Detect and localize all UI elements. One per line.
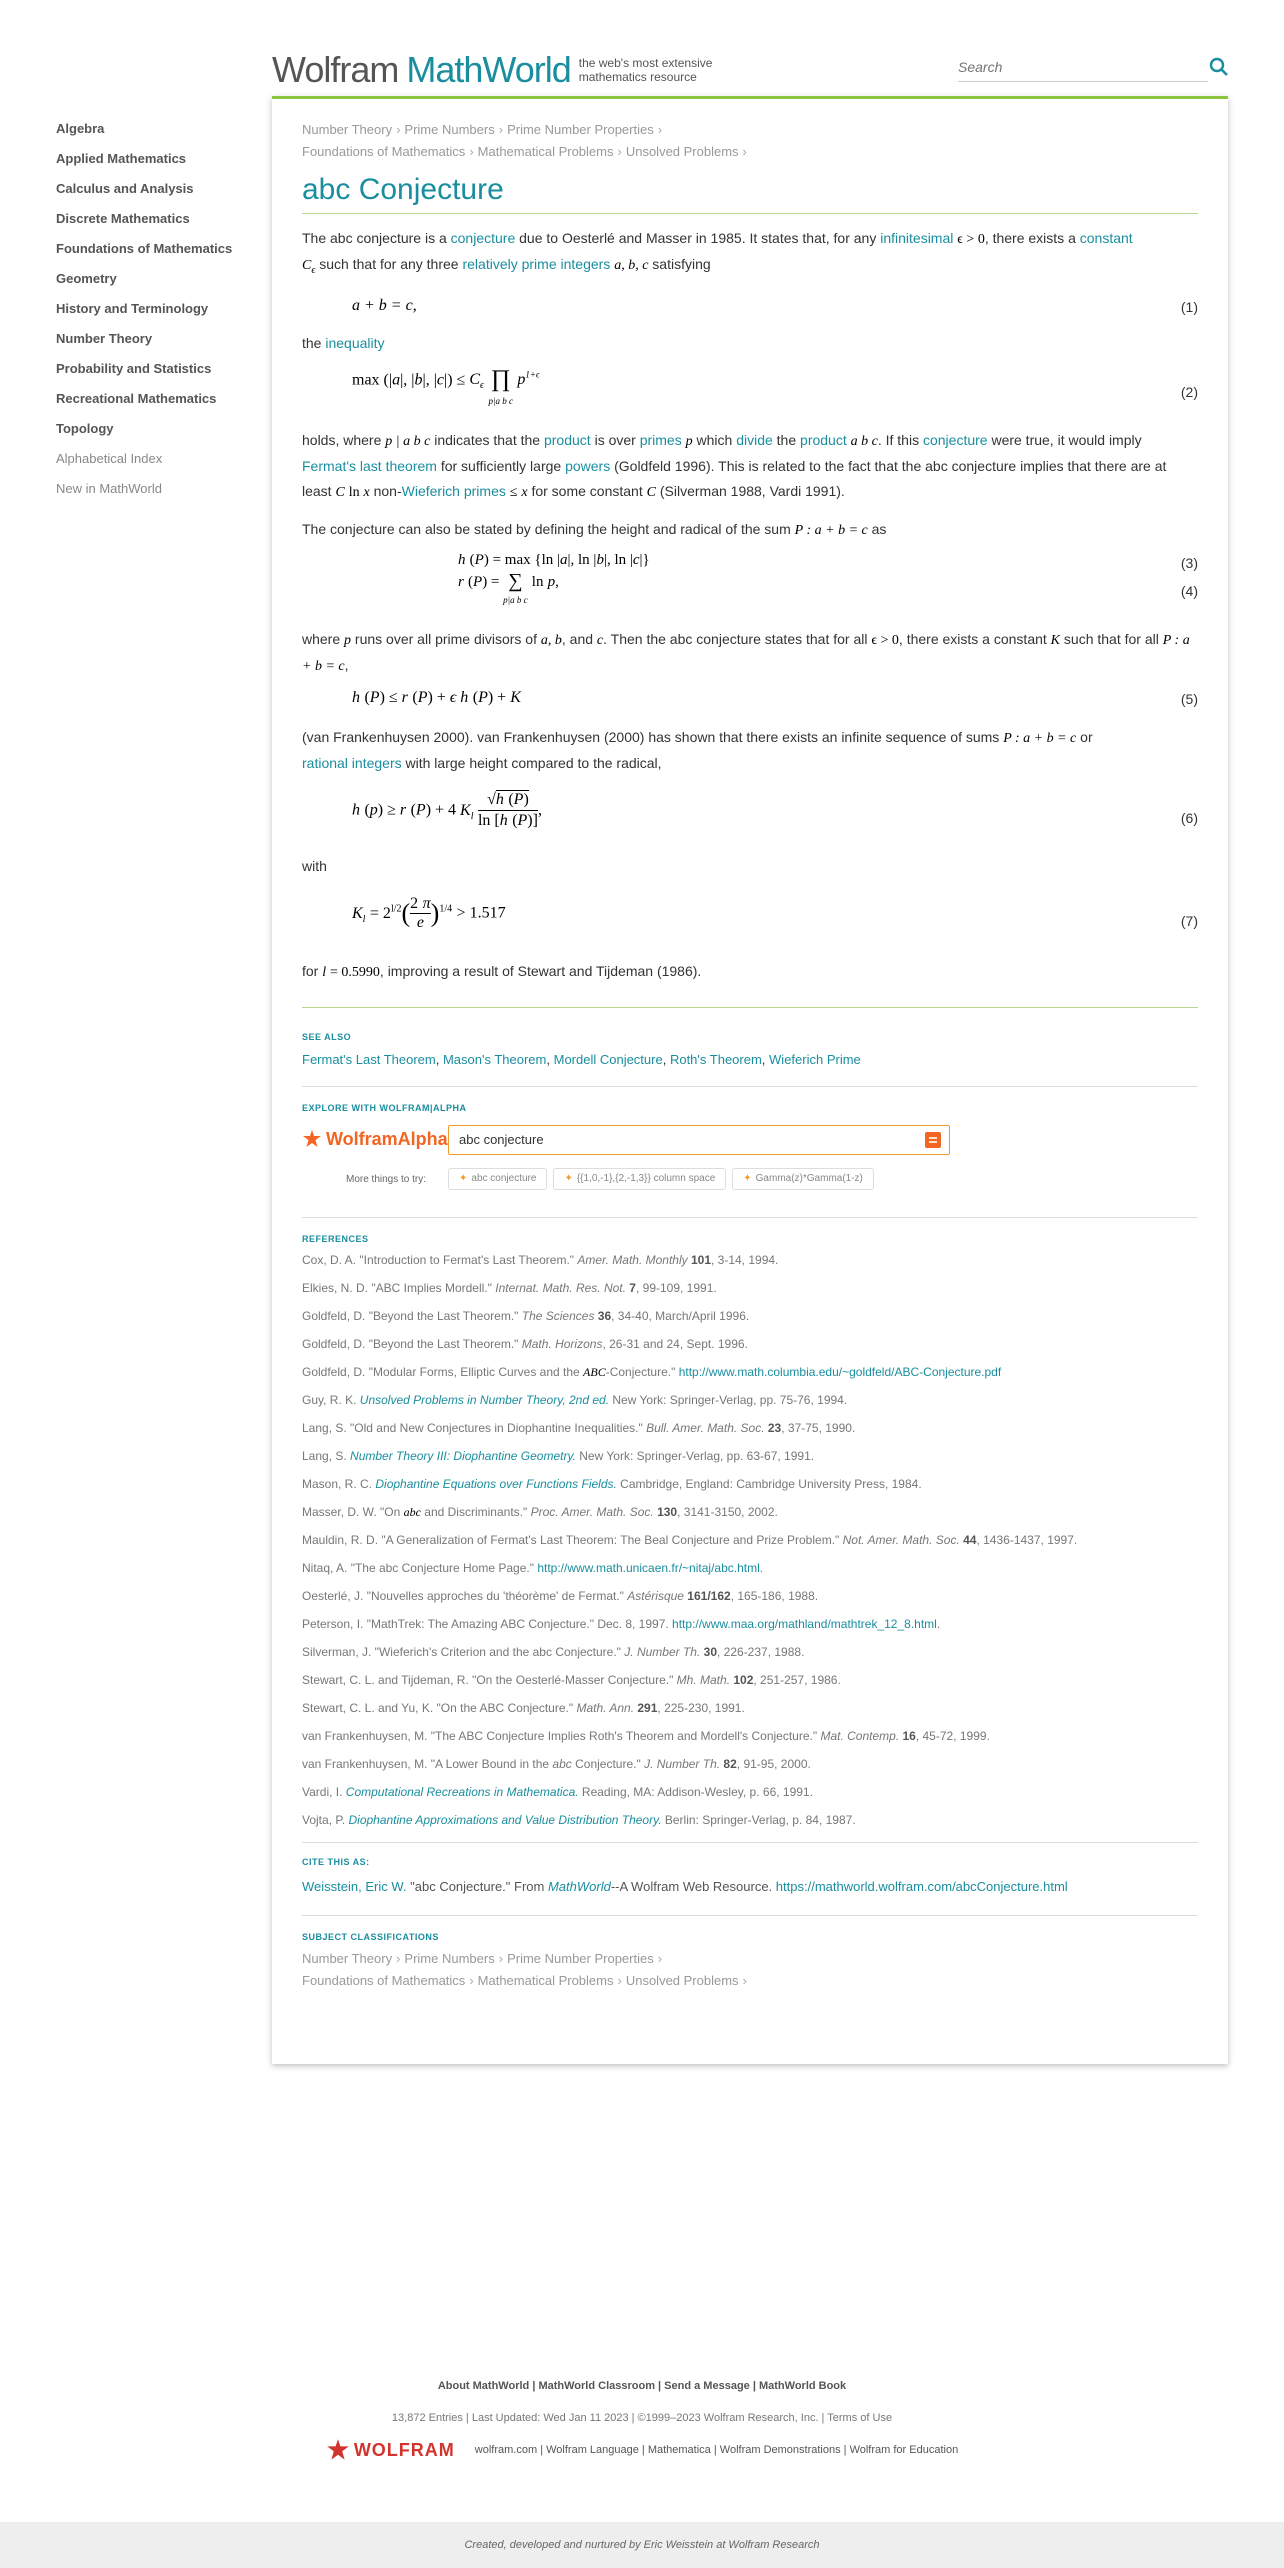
breadcrumb-link[interactable]: Unsolved Problems	[625, 144, 739, 159]
reference-item	[302, 1414, 1198, 1442]
reference-text: , 251-257, 1986.	[753, 1672, 841, 1687]
subject-link[interactable]: Prime Numbers	[404, 1950, 495, 1966]
reference-journal: Not. Amer. Math. Soc.	[842, 1532, 960, 1547]
sidebar-item-foundations[interactable]: Foundations of Mathematics	[56, 241, 233, 256]
reference-journal: Mat. Contemp.	[820, 1728, 900, 1743]
alpha-suggestion-chip[interactable]: ✦ Gamma(z)*Gamma(1-z)	[732, 1168, 874, 1190]
sidebar-item-probability[interactable]: Probability and Statistics	[56, 361, 212, 376]
sidebar-item-algebra[interactable]: Algebra	[56, 121, 105, 136]
site-header	[272, 44, 1228, 96]
reference-text: van Frankenhuysen, M. "The ABC Conjecture Implies Roth's Theorem and Mordell's Conjecture."	[302, 1728, 821, 1743]
reference-volume: 7	[625, 1280, 636, 1295]
reference-text: and Discriminants."	[420, 1504, 531, 1519]
subject-classifications: SUBJECT CLASSIFICATIONS Number Theory › Prime Numbers › Prime Number Properties › Foundations of Mathematics › Mathematical Problems › Unsolved Problems ›	[302, 1932, 1198, 1992]
reference-item	[302, 1246, 1198, 1274]
reference-text: Nitaq, A. "The abc Conjecture Home Page."	[302, 1560, 538, 1575]
section-divider	[302, 1007, 1198, 1008]
paragraph-inequality: the inequality	[302, 334, 385, 351]
reference-item	[302, 1358, 1198, 1386]
reference-text: Oesterlé, J. "Nouvelles approches du 'théorème' de Fermat."	[302, 1588, 628, 1603]
equations-3-4: h (P) = max {ln |a|, ln |b|, ln |c|} (3) r (P) = ∑ p|a b c ln p, (4)	[458, 551, 1198, 605]
reference-text: Goldfeld, D. "Modular Forms, Elliptic Curves and the	[302, 1364, 584, 1379]
reference-url-link[interactable]: http://www.maa.org/mathland/mathtrek_12_8.html	[672, 1616, 937, 1631]
reference-text: Masser, D. W. "On	[302, 1504, 404, 1519]
link-wieferich-primes[interactable]: Wieferich primes	[401, 482, 506, 499]
see-also-link[interactable]: Wieferich Prime	[769, 1051, 861, 1067]
reference-math: ABC	[583, 1364, 606, 1379]
references-section	[302, 1234, 1198, 1834]
reference-volume: 30	[700, 1644, 717, 1659]
breadcrumb-link[interactable]: Number Theory	[302, 122, 393, 137]
paragraph-holds: holds, where p | a b c indicates that the product is over primes p which divide the product a b c. If this conjecture were true, it would imply Fermat's last theorem for sufficiently large powers (Goldfeld 1996). This is related to the fact that the abc conjecture implies that there are at least C ln x non-Wieferich primes ≤ x for some constant C (Silverman 1988, Vardi 1991).	[302, 431, 1167, 500]
see-also-link[interactable]: Mordell Conjecture	[553, 1051, 663, 1067]
equation-6: h (p) ≥ r (P) + 4 $K_l$ $\frac{√h (P)}{\ln [h (P)]}$ , (6)	[352, 790, 1198, 829]
reference-text: Goldfeld, D. "Beyond the Last Theorem."	[302, 1336, 522, 1351]
reference-item	[302, 1554, 1198, 1582]
footer-links[interactable]: About MathWorld | MathWorld Classroom | Send a Message | MathWorld Book	[437, 2380, 847, 2392]
link-constant[interactable]: constant	[1079, 230, 1133, 246]
reference-volume: 102	[730, 1672, 754, 1687]
cite-label: CITE THIS AS:	[302, 1856, 370, 1867]
reference-item	[302, 1722, 1198, 1750]
reference-item	[302, 1302, 1198, 1330]
reference-book-link[interactable]: Computational Recreations in Mathematica.	[345, 1784, 579, 1799]
reference-item	[302, 1470, 1198, 1498]
link-conjecture[interactable]: conjecture	[450, 230, 516, 246]
link-product-2[interactable]: product	[800, 431, 847, 448]
reference-item	[302, 1806, 1198, 1834]
equals-icon	[925, 1132, 941, 1148]
reference-text: Mauldin, R. D. "A Generalization of Fermat's Last Theorem: The Beal Conjecture and Prize Problem."	[302, 1532, 843, 1547]
sidebar-item-geometry[interactable]: Geometry	[56, 271, 117, 286]
search-input[interactable]	[958, 54, 1178, 80]
breadcrumb-link[interactable]: Prime Number Properties	[507, 122, 654, 137]
link-relatively-prime-integers[interactable]: relatively prime integers	[462, 256, 611, 272]
search-button[interactable]	[1208, 56, 1232, 80]
see-also-label: SEE ALSO	[302, 1031, 352, 1042]
footer-sites[interactable]: wolfram.com | Wolfram Language | Mathematica | Wolfram Demonstrations | Wolfram for Education	[474, 2444, 959, 2456]
link-conjecture-2[interactable]: conjecture	[922, 431, 988, 448]
wolfram-alpha-logo[interactable]	[302, 1129, 448, 1150]
mathworld-logo[interactable]	[272, 48, 719, 92]
reference-item	[302, 1526, 1198, 1554]
reference-item	[302, 1666, 1198, 1694]
reference-item	[302, 1274, 1198, 1302]
sidebar-item-new[interactable]: New in MathWorld	[56, 481, 162, 496]
sidebar-item-discrete[interactable]: Discrete Mathematics	[56, 211, 190, 226]
link-product[interactable]: product	[543, 431, 591, 448]
reference-text: Cambridge, England: Cambridge University Press, 1984.	[616, 1476, 922, 1491]
footer-stats: 13,872 Entries | Last Updated: Wed Jan 11 2023 | ©1999–2023 Wolfram Research, Inc. | Terms of Use	[391, 2412, 893, 2424]
reference-journal: Bull. Amer. Math. Soc.	[646, 1420, 765, 1435]
link-fermats-last-theorem[interactable]: Fermat's last theorem	[302, 457, 437, 474]
reference-volume: 291	[634, 1700, 658, 1715]
reference-url-link[interactable]: http://www.math.unicaen.fr/~nitaj/abc.html	[537, 1560, 760, 1575]
reference-item	[302, 1442, 1198, 1470]
reference-journal: J. Number Th.	[644, 1756, 721, 1771]
reference-volume: 36	[594, 1308, 612, 1323]
reference-volume: 82	[720, 1756, 737, 1771]
reference-journal: Internat. Math. Res. Not.	[495, 1280, 626, 1295]
see-also-link[interactable]: Roth's Theorem	[669, 1051, 762, 1067]
subject-link[interactable]: Unsolved Problems	[625, 1972, 739, 1988]
reference-text: , 165-186, 1988.	[730, 1588, 819, 1603]
reference-text: , 1436-1437, 1997.	[976, 1532, 1078, 1547]
link-inequality[interactable]: inequality	[325, 334, 385, 351]
link-primes[interactable]: primes	[639, 431, 682, 448]
reference-text: Lang, S.	[302, 1448, 351, 1463]
reference-text: , 45-72, 1999.	[915, 1728, 990, 1743]
cite-mathworld-link[interactable]: MathWorld	[547, 1878, 611, 1894]
subject-link[interactable]: Foundations of Mathematics	[302, 1972, 466, 1988]
alpha-submit-button[interactable]	[925, 1132, 941, 1148]
reference-text: , 34-40, March/April 1996.	[611, 1308, 750, 1323]
sidebar-item-calculus[interactable]: Calculus and Analysis	[56, 181, 194, 196]
reference-text: , 26-31 and 24, Sept. 1996.	[602, 1336, 748, 1351]
breadcrumb-link[interactable]: Foundations of Mathematics	[302, 144, 466, 159]
reference-book-link[interactable]: Diophantine Equations over Functions Fields.	[375, 1476, 617, 1491]
cite-author-link[interactable]: Weisstein, Eric W.	[302, 1878, 407, 1894]
equation-1: a + b = c, (1)	[352, 296, 1198, 315]
link-divide[interactable]: divide	[736, 431, 773, 448]
reference-math: abc	[403, 1504, 421, 1519]
search-box	[958, 54, 1208, 82]
search-icon	[1208, 56, 1230, 78]
cite-url-link[interactable]: https://mathworld.wolfram.com/abcConjecture.html	[775, 1878, 1068, 1894]
reference-text: , 37-75, 1990.	[781, 1420, 856, 1435]
reference-journal: abc	[552, 1756, 572, 1771]
logo-tagline: the web's most extensive mathematics resource	[578, 56, 713, 84]
reference-text: New York: Springer-Verlag, pp. 75-76, 1994.	[609, 1392, 848, 1407]
reference-text: Reading, MA: Addison-Wesley, p. 66, 1991.	[578, 1784, 813, 1799]
breadcrumb: Number Theory › Prime Numbers › Prime Number Properties › Foundations of Mathematics › Mathematical Problems › Unsolved Problems ›	[302, 122, 747, 159]
wolfram-alpha-section	[302, 1103, 1198, 1213]
reference-volume: 44	[959, 1532, 977, 1547]
reference-volume: 161/162	[683, 1588, 731, 1603]
page-title: abc Conjecture	[302, 173, 1198, 214]
reference-url-link[interactable]: http://www.math.columbia.edu/~goldfeld/ABC-Conjecture.pdf	[678, 1364, 1002, 1379]
reference-text: Guy, R. K.	[302, 1392, 360, 1407]
paragraph-height-radical: The conjecture can also be stated by defining the height and radical of the sum P : a + b = c as	[302, 520, 887, 538]
reference-volume: 16	[899, 1728, 916, 1743]
reference-text: Conjecture."	[571, 1756, 645, 1771]
reference-text: Cox, D. A. "Introduction to Fermat's Last Theorem."	[302, 1252, 578, 1267]
reference-volume: 130	[653, 1504, 678, 1519]
more-things-label: More things to try:	[346, 1173, 427, 1185]
reference-book-link[interactable]: Unsolved Problems in Number Theory, 2nd ed.	[359, 1392, 610, 1407]
alpha-brand: WolframAlpha	[326, 1128, 448, 1149]
subject-link[interactable]: Mathematical Problems	[477, 1972, 614, 1988]
reference-text: Mason, R. C.	[302, 1476, 376, 1491]
wolfram-spikey-icon	[302, 1129, 322, 1149]
reference-text: .	[759, 1560, 764, 1575]
reference-item	[302, 1694, 1198, 1722]
footer-wolfram-logo[interactable]: WOLFRAM	[353, 2439, 455, 2460]
reference-text: , 3-14, 1994.	[711, 1252, 779, 1267]
alpha-suggestion-chip[interactable]: ✦ {{1,0,-1},{2,-1,3}} column space	[553, 1168, 726, 1190]
reference-text: , 3141-3150, 2002.	[677, 1504, 778, 1519]
reference-journal: Proc. Amer. Math. Soc.	[530, 1504, 654, 1519]
reference-text: Elkies, N. D. "ABC Implies Mordell."	[302, 1280, 496, 1295]
see-also-link[interactable]: Fermat's Last Theorem	[302, 1051, 436, 1067]
equation-5: h (P) ≤ r (P) + ϵ h (P) + K (5)	[352, 688, 1198, 707]
equation-7: $K_l = 2^{l/2}$( $\frac{2 \pi}{e}$ )$^{1/4}$ > 1.517 (7)	[352, 894, 1198, 931]
reference-journal: Mh. Math.	[676, 1672, 731, 1687]
reference-text: Peterson, I. "MathTrek: The Amazing ABC Conjecture." Dec. 8, 1997.	[302, 1616, 673, 1631]
sidebar-nav	[56, 118, 256, 508]
reference-text: Lang, S. "Old and New Conjectures in Diophantine Inequalities."	[302, 1420, 647, 1435]
reference-item	[302, 1750, 1198, 1778]
reference-text: Stewart, C. L. and Tijdeman, R. "On the Oesterlé-Masser Conjecture."	[302, 1672, 677, 1687]
reference-text: Silverman, J. "Wieferich's Criterion and the abc Conjecture."	[302, 1644, 625, 1659]
sidebar-item-applied-mathematics[interactable]: Applied Mathematics	[56, 151, 187, 166]
reference-journal: Math. Horizons	[521, 1336, 603, 1351]
reference-item	[302, 1582, 1198, 1610]
sidebar-item-recreational[interactable]: Recreational Mathematics	[56, 391, 217, 406]
reference-journal: Amer. Math. Monthly	[577, 1252, 688, 1267]
reference-text: New York: Springer-Verlag, pp. 63-67, 1991.	[575, 1448, 815, 1463]
reference-text: .	[936, 1616, 941, 1631]
reference-item	[302, 1610, 1198, 1638]
wolfram-spikey-icon	[326, 2438, 350, 2462]
sidebar-item-number-theory[interactable]: Number Theory	[56, 331, 153, 346]
paragraph-improving: for l = 0.5990, improving a result of Stewart and Tijdeman (1986).	[302, 962, 702, 980]
site-footer	[0, 2380, 1284, 2462]
sidebar-item-history[interactable]: History and Terminology	[56, 301, 209, 316]
equation-2: max (|a|, |b|, $|c|) \le C_\epsilon$ ∏ p|a b c $p^{1+\epsilon}$ (2)	[352, 365, 1198, 406]
reference-item	[302, 1638, 1198, 1666]
alpha-label: EXPLORE WITH WOLFRAM|ALPHA	[302, 1102, 467, 1113]
reference-item	[302, 1330, 1198, 1358]
reference-text: , 91-95, 2000.	[736, 1756, 811, 1771]
reference-journal: The Sciences	[521, 1308, 595, 1323]
reference-text: Vojta, P.	[302, 1812, 349, 1827]
see-also-link[interactable]: Mason's Theorem	[442, 1051, 547, 1067]
subject-label: SUBJECT CLASSIFICATIONS	[302, 1931, 439, 1942]
reference-item	[302, 1386, 1198, 1414]
reference-book-link[interactable]: Number Theory III: Diophantine Geometry.	[350, 1448, 576, 1463]
paragraph-van-frankenhuysen: (van Frankenhuysen 2000). van Frankenhuysen (2000) has shown that there exists an infinite sequence of sums P : a + b = c or rational integers with large height compared to the radical,	[302, 728, 1093, 771]
paragraph-prime-divisors: where p runs over all prime divisors of a, b, and c. Then the abc conjecture states that for all ϵ > 0, there exists a constant K such that for all P : a + b = c,	[302, 630, 1190, 674]
reference-text: -Conjecture."	[605, 1364, 679, 1379]
link-powers[interactable]: powers	[565, 457, 611, 474]
paragraph-with: with	[302, 857, 327, 874]
article-card	[272, 96, 1228, 2064]
reference-journal: Math. Ann.	[576, 1700, 635, 1715]
logo-mathworld-text: MathWorld	[406, 49, 571, 90]
reference-text: van Frankenhuysen, M. "A Lower Bound in the	[302, 1756, 553, 1771]
sidebar-item-alphabetical-index[interactable]: Alphabetical Index	[56, 451, 163, 466]
breadcrumb-link[interactable]: Mathematical Problems	[477, 144, 614, 159]
reference-text: Vardi, I.	[302, 1784, 346, 1799]
link-infinitesimal[interactable]: infinitesimal	[880, 230, 954, 246]
reference-journal: J. Number Th.	[624, 1644, 701, 1659]
breadcrumb-link[interactable]: Prime Numbers	[404, 122, 495, 137]
reference-text: , 225-230, 1991.	[657, 1700, 745, 1715]
subject-link[interactable]: Prime Number Properties	[507, 1950, 654, 1966]
see-also-section: SEE ALSO Fermat's Last Theorem, Mason's Theorem, Mordell Conjecture, Roth's Theorem, Wieferich Prime	[302, 1032, 1198, 1070]
alpha-suggestion-chip[interactable]: ✦ abc conjecture	[448, 1168, 547, 1190]
reference-volume: 101	[687, 1252, 711, 1267]
article-content	[302, 99, 1198, 1992]
alpha-search-box	[448, 1125, 950, 1155]
subject-link[interactable]: Number Theory	[302, 1950, 393, 1966]
reference-text: Berlin: Springer-Verlag, p. 84, 1987.	[661, 1812, 856, 1827]
reference-book-link[interactable]: Diophantine Approximations and Value Distribution Theory.	[348, 1812, 662, 1827]
reference-text: Goldfeld, D. "Beyond the Last Theorem."	[302, 1308, 522, 1323]
references-label: REFERENCES	[302, 1233, 369, 1244]
cite-section: CITE THIS AS: Weisstein, Eric W. "abc Conjecture." From MathWorld--A Wolfram Web Resource. https://mathworld.wolfram.com/abcConjecture.html	[302, 1857, 1198, 1897]
credit-bar: Created, developed and nurtured by Eric Weisstein at Wolfram Research	[0, 2522, 1284, 2568]
reference-text: , 99-109, 1991.	[635, 1280, 717, 1295]
reference-text: , 226-237, 1988.	[717, 1644, 805, 1659]
logo-wolfram-text: Wolfram	[272, 49, 399, 90]
link-rational-integers[interactable]: rational integers	[302, 754, 402, 771]
reference-item	[302, 1498, 1198, 1526]
reference-item	[302, 1778, 1198, 1806]
reference-journal: Astérisque	[627, 1588, 684, 1603]
reference-volume: 23	[764, 1420, 782, 1435]
paragraph-intro: The abc conjecture is a conjecture due to Oesterlé and Masser in 1985. It states that, for any infinitesimal ϵ > 0, there exists a constant $C_\epsilon$ such that for any three relatively prime integers a, b, c satisfying	[302, 230, 1133, 276]
alpha-search-input[interactable]	[449, 1126, 909, 1154]
sidebar-item-topology[interactable]: Topology	[56, 421, 114, 436]
reference-text: Stewart, C. L. and Yu, K. "On the ABC Conjecture."	[302, 1700, 577, 1715]
